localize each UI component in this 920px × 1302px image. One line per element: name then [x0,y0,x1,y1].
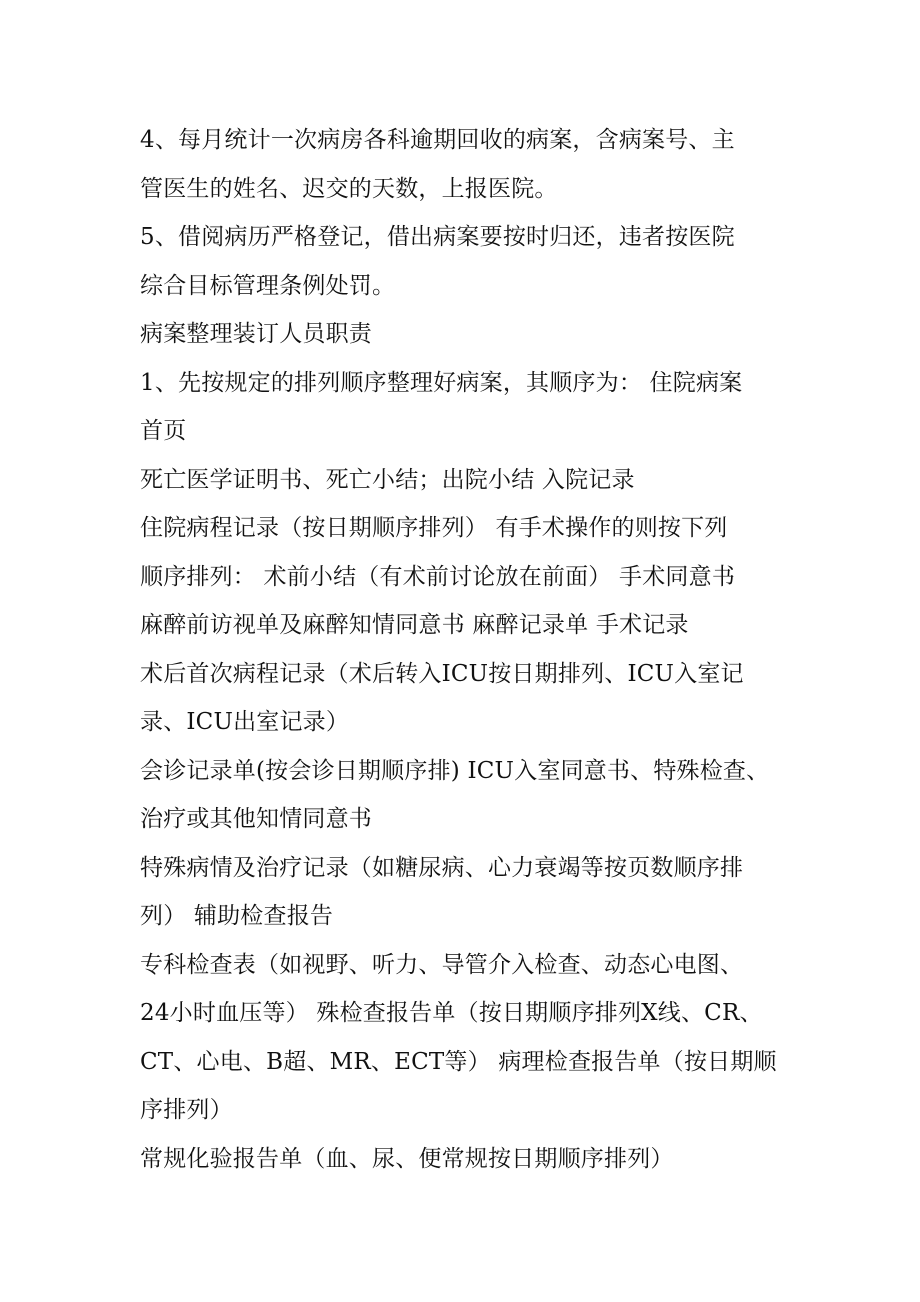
text-line: 常规化验报告单（血、尿、便常规按日期顺序排列） [140,1145,674,1172]
text-line: 专科检查表（如视野、听力、导管介入检查、动态心电图、 [140,951,744,978]
text-line: 录、ICU出室记录） [140,709,350,735]
text-line: 住院病程记录（按日期顺序排列） 有手术操作的则按下列 [140,515,728,541]
text-line: 综合目标管理条例处罚。 [140,272,396,299]
text-line: 4、每月统计一次病房各科逾期回收的病案，含病案号、主 [140,127,735,153]
text-line: 管医生的姓名、迟交的天数，上报医院。 [140,175,558,202]
text-line: 术后首次病程记录（术后转入ICU按日期排列、ICU入室记 [140,660,744,687]
text-line: 序排列） [140,1097,233,1123]
document-body [140,116,785,1183]
text-line: 麻醉前访视单及麻醉知情同意书 麻醉记录单 手术记录 [140,612,689,638]
text-line: 死亡医学证明书、死亡小结；出院小结 入院记录 [140,466,635,493]
text-line: 顺序排列： 术前小结（有术前讨论放在前面） 手术同意书 [140,563,736,590]
text-line: 24小时血压等） 殊检查报告单（按日期顺序排列X线、CR、 [140,1000,763,1026]
text-line: 5、借阅病历严格登记，借出病案要按时归还，违者按医院 [140,224,735,250]
section-heading: 病案整理装订人员职责 [140,321,372,347]
text-line: 首页 [140,418,187,444]
text-line: 列） 辅助检查报告 [140,903,334,929]
text-line: CT、心电、B超、MR、ECT等） 病理检查报告单（按日期顺 [140,1048,777,1075]
text-line: 治疗或其他知情同意书 [140,806,372,832]
text-line: 1、先按规定的排列顺序整理好病案，其顺序为： 住院病案 [140,369,743,396]
text-line: 会诊记录单(按会诊日期顺序排) ICU入室同意书、特殊检查、 [140,757,770,784]
text-line: 特殊病情及治疗记录（如糖尿病、心力衰竭等按页数顺序排 [140,854,744,881]
